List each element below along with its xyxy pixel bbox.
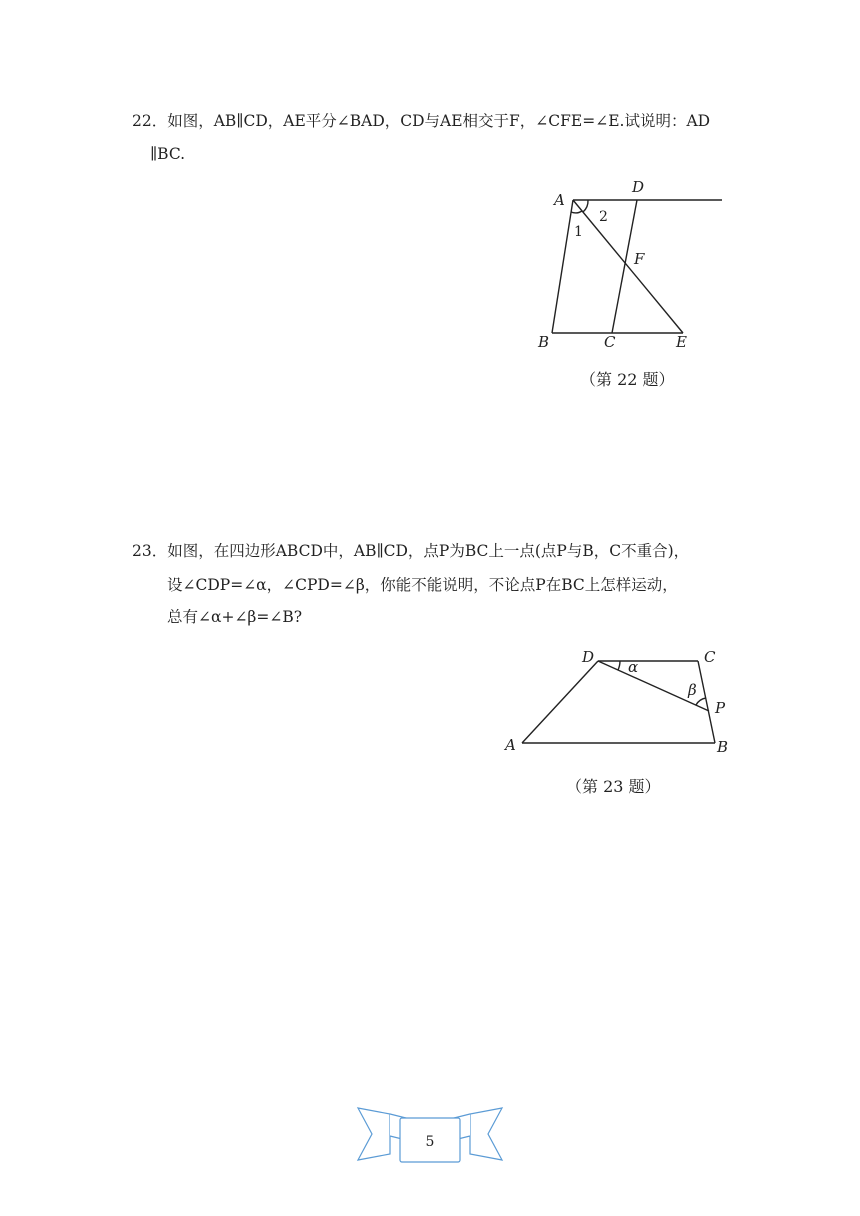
q23-text-line3: 总有∠α+∠β=∠B? bbox=[167, 608, 303, 626]
q22-line-ab bbox=[552, 200, 573, 333]
q22-label-a: A bbox=[554, 191, 565, 209]
q22-label-e: E bbox=[676, 333, 687, 351]
q23-figure bbox=[500, 644, 740, 804]
q23-beta-arc bbox=[696, 698, 706, 705]
q23-label-beta: β bbox=[688, 681, 697, 699]
page-number: 5 bbox=[425, 1134, 435, 1150]
q22-text-line2: ∥BC. bbox=[150, 145, 186, 163]
q22-label-b: B bbox=[538, 333, 550, 351]
q23-geometry-diagram bbox=[500, 644, 740, 804]
q23-label-a: A bbox=[505, 736, 516, 754]
q23-label-c: C bbox=[704, 648, 716, 666]
q23-line-ad bbox=[522, 661, 598, 743]
q23-label-b: B bbox=[717, 738, 729, 756]
q23-label-p: P bbox=[715, 699, 726, 717]
q23-label-alpha: α bbox=[628, 658, 639, 676]
q22-line-ae bbox=[573, 200, 683, 333]
q22-label-angle2: 2 bbox=[599, 209, 608, 225]
q22-angle1-arc bbox=[571, 211, 582, 213]
q22-label-angle1: 1 bbox=[574, 224, 583, 240]
q23-alpha-arc bbox=[618, 661, 620, 670]
q22-label-d: D bbox=[632, 178, 645, 196]
q23-label-d: D bbox=[582, 648, 595, 666]
q23-text-line2: 设∠CDP=∠α，∠CPD=∠β，你能不能说明，不论点P在BC上怎样运动， bbox=[167, 576, 678, 594]
q22-geometry-diagram bbox=[540, 178, 740, 398]
page-footer-ribbon bbox=[356, 1104, 504, 1166]
q23-line-cb bbox=[698, 661, 715, 743]
q22-angle2-arc bbox=[583, 200, 588, 212]
q22-label-c: C bbox=[604, 333, 616, 351]
q22-text-line1: 22．如图，AB∥CD，AE平分∠BAD，CD与AE相交于F，∠CFE=∠E.试说明：AD bbox=[132, 112, 711, 130]
q23-caption: （第 23 题） bbox=[566, 777, 661, 796]
q22-figure bbox=[540, 178, 740, 398]
q22-label-f: F bbox=[634, 250, 645, 268]
q23-text-line1: 23．如图，在四边形ABCD中，AB∥CD，点P为BC上一点(点P与B，C不重合)， bbox=[132, 542, 690, 560]
q22-caption: （第 22 题） bbox=[580, 370, 675, 389]
